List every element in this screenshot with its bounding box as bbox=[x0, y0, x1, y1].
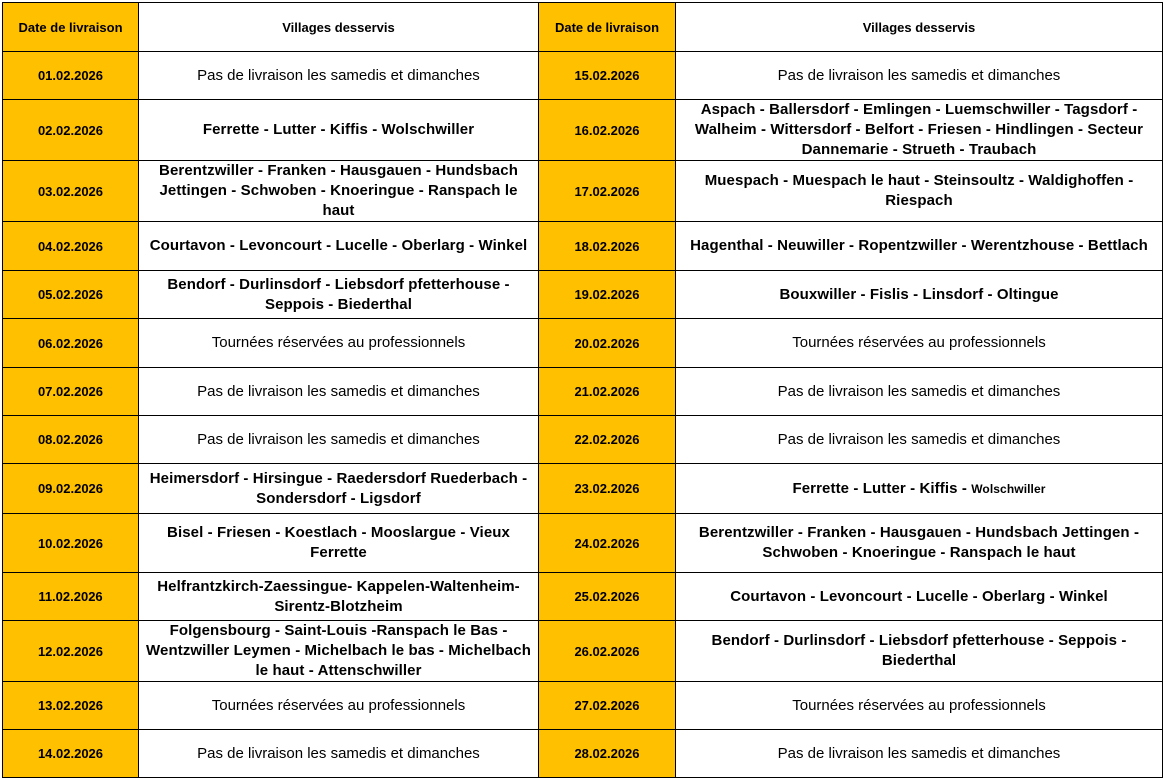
villages-text: Aspach - Ballersdorf - Emlingen - Luemschwiller - Tagsdorf - Walheim - Wittersdorf - Belfort - Friesen - Hindlingen - Secteur Dannemarie - Strueth - Traubach bbox=[694, 101, 1144, 158]
villages-right bbox=[676, 573, 1163, 621]
delivery-date-right: 27.02.2026 bbox=[539, 682, 676, 730]
villages-left: Pas de livraison les samedis et dimanches bbox=[139, 368, 539, 416]
villages-left: Berentzwiller - Franken - Hausgauen - Hundsbach Jettingen - Schwoben - Knoeringue - Ranspach le haut bbox=[139, 161, 539, 222]
table-row bbox=[3, 514, 1163, 573]
villages-right bbox=[676, 368, 1163, 416]
delivery-date-right: 28.02.2026 bbox=[539, 730, 676, 778]
villages-text: Bendorf - Durlinsdorf - Liebsdorf pfetterhouse - Seppois - Biederthal bbox=[711, 632, 1127, 669]
villages-left: Bisel - Friesen - Koestlach - Mooslargue - Vieux Ferrette bbox=[139, 514, 539, 573]
delivery-date-right: 18.02.2026 bbox=[539, 222, 676, 271]
villages-left: Pas de livraison les samedis et dimanches bbox=[139, 52, 539, 100]
villages-text: Tournées réservées au professionnels bbox=[792, 334, 1046, 351]
villages-left: Tournées réservées au professionnels bbox=[139, 682, 539, 730]
delivery-date-left: 01.02.2026 bbox=[3, 52, 139, 100]
table-row bbox=[3, 682, 1163, 730]
delivery-date-left: 08.02.2026 bbox=[3, 416, 139, 464]
delivery-date-left: 06.02.2026 bbox=[3, 319, 139, 368]
table-row bbox=[3, 52, 1163, 100]
schedule-body bbox=[3, 3, 1163, 778]
villages-suffix: Wolschwiller bbox=[971, 481, 1046, 496]
delivery-date-left: 11.02.2026 bbox=[3, 573, 139, 621]
delivery-date-left: 05.02.2026 bbox=[3, 271, 139, 319]
delivery-date-left: 12.02.2026 bbox=[3, 621, 139, 682]
header-row bbox=[3, 3, 1163, 52]
villages-right bbox=[676, 730, 1163, 778]
villages-left: Tournées réservées au professionnels bbox=[139, 319, 539, 368]
table-row bbox=[3, 730, 1163, 778]
table-row bbox=[3, 319, 1163, 368]
delivery-date-right: 24.02.2026 bbox=[539, 514, 676, 573]
table-row bbox=[3, 161, 1163, 222]
villages-right bbox=[676, 319, 1163, 368]
delivery-date-right: 22.02.2026 bbox=[539, 416, 676, 464]
villages-right bbox=[676, 100, 1163, 161]
villages-left: Ferrette - Lutter - Kiffis - Wolschwiller bbox=[139, 100, 539, 161]
villages-left: Folgensbourg - Saint-Louis -Ranspach le Bas - Wentzwiller Leymen - Michelbach le bas - Michelbach le haut - Attenschwiller bbox=[139, 621, 539, 682]
table-row bbox=[3, 621, 1163, 682]
villages-text: Pas de livraison les samedis et dimanches bbox=[777, 382, 1061, 400]
delivery-date-left: 02.02.2026 bbox=[3, 100, 139, 161]
villages-right bbox=[676, 52, 1163, 100]
table-row bbox=[3, 464, 1163, 514]
villages-left: Helfrantzkirch-Zaessingue- Kappelen-Waltenheim-Sirentz-Blotzheim bbox=[139, 573, 539, 621]
delivery-date-left: 04.02.2026 bbox=[3, 222, 139, 271]
villages-left: Courtavon - Levoncourt - Lucelle - Oberlarg - Winkel bbox=[139, 222, 539, 271]
villages-text: Muespach - Muespach le haut - Steinsoultz - Waldighoffen - Riespach bbox=[704, 172, 1134, 209]
villages-text: Courtavon - Levoncourt - Lucelle - Oberlarg - Winkel bbox=[730, 587, 1108, 605]
delivery-schedule-table bbox=[2, 2, 1163, 778]
delivery-date-right: 25.02.2026 bbox=[539, 573, 676, 621]
table-row bbox=[3, 222, 1163, 271]
delivery-date-right: 17.02.2026 bbox=[539, 161, 676, 222]
delivery-date-right: 16.02.2026 bbox=[539, 100, 676, 161]
table-row bbox=[3, 100, 1163, 161]
header-villages-right: Villages desservis bbox=[676, 3, 1163, 52]
table-row bbox=[3, 416, 1163, 464]
villages-text: Pas de livraison les samedis et dimanches bbox=[777, 66, 1061, 84]
villages-text: Pas de livraison les samedis et dimanches bbox=[777, 430, 1061, 448]
header-date-left: Date de livraison bbox=[3, 3, 139, 52]
delivery-date-right: 23.02.2026 bbox=[539, 464, 676, 514]
delivery-date-right: 26.02.2026 bbox=[539, 621, 676, 682]
delivery-date-right: 19.02.2026 bbox=[539, 271, 676, 319]
header-date-right: Date de livraison bbox=[539, 3, 676, 52]
villages-text: Berentzwiller - Franken - Hausgauen - Hundsbach Jettingen - Schwoben - Knoeringue - Ranspach le haut bbox=[698, 524, 1140, 561]
villages-right bbox=[676, 514, 1163, 573]
delivery-date-right: 21.02.2026 bbox=[539, 368, 676, 416]
table-row bbox=[3, 368, 1163, 416]
villages-right bbox=[676, 161, 1163, 222]
delivery-date-right: 20.02.2026 bbox=[539, 319, 676, 368]
villages-left: Pas de livraison les samedis et dimanches bbox=[139, 416, 539, 464]
table-row bbox=[3, 271, 1163, 319]
villages-right bbox=[676, 222, 1163, 271]
villages-left: Bendorf - Durlinsdorf - Liebsdorf pfetterhouse - Seppois - Biederthal bbox=[139, 271, 539, 319]
villages-right bbox=[676, 682, 1163, 730]
villages-right bbox=[676, 464, 1163, 514]
delivery-date-left: 13.02.2026 bbox=[3, 682, 139, 730]
table-row bbox=[3, 573, 1163, 621]
delivery-date-left: 03.02.2026 bbox=[3, 161, 139, 222]
villages-right bbox=[676, 271, 1163, 319]
villages-left: Pas de livraison les samedis et dimanches bbox=[139, 730, 539, 778]
villages-text: Tournées réservées au professionnels bbox=[792, 696, 1046, 714]
delivery-date-left: 07.02.2026 bbox=[3, 368, 139, 416]
delivery-date-right: 15.02.2026 bbox=[539, 52, 676, 100]
villages-text: Bouxwiller - Fislis - Linsdorf - Oltingue bbox=[779, 285, 1059, 303]
villages-text: Hagenthal - Neuwiller - Ropentzwiller - Werentzhouse - Bettlach bbox=[690, 237, 1148, 254]
delivery-date-left: 14.02.2026 bbox=[3, 730, 139, 778]
villages-text: Pas de livraison les samedis et dimanches bbox=[777, 744, 1061, 762]
delivery-date-left: 10.02.2026 bbox=[3, 514, 139, 573]
villages-right bbox=[676, 416, 1163, 464]
villages-text: Ferrette - Lutter - Kiffis - bbox=[792, 479, 972, 497]
villages-right bbox=[676, 621, 1163, 682]
header-villages-left: Villages desservis bbox=[139, 3, 539, 52]
villages-left: Heimersdorf - Hirsingue - Raedersdorf Ruederbach - Sondersdorf - Ligsdorf bbox=[139, 464, 539, 514]
delivery-date-left: 09.02.2026 bbox=[3, 464, 139, 514]
